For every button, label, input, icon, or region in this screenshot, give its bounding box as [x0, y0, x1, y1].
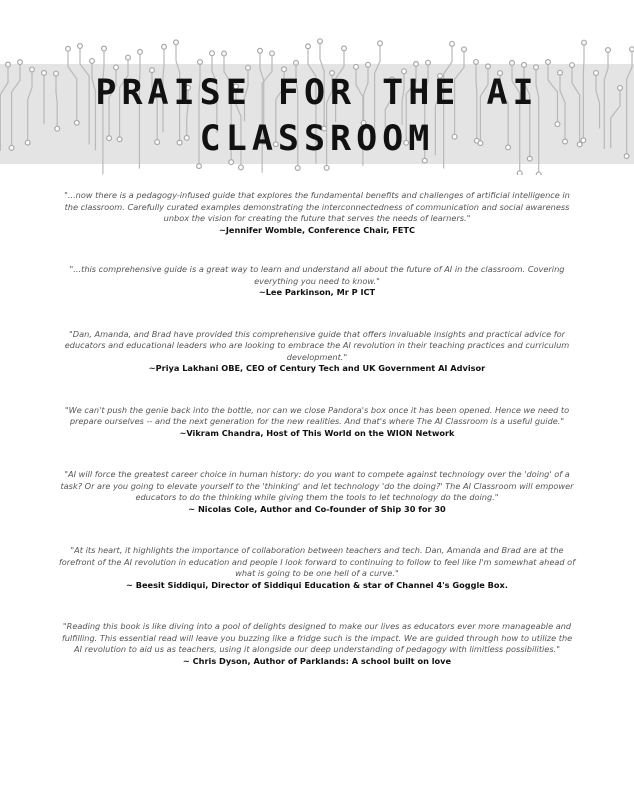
quote-text: "Dan, Amanda, and Brad have provided this comprehensive guide that offers invaluable insights and practical advice for educators and educational leaders who are looking to embrace the AI revolution in their teaching practices and curriculum development." — [64, 328, 570, 362]
circuit-node — [239, 165, 244, 170]
quote-block — [58, 469, 576, 515]
circuit-node — [258, 48, 263, 53]
circuit-node — [474, 60, 479, 65]
circuit-node — [270, 51, 275, 56]
quote-attribution: ~Jennifer Womble, Conference Chair, FETC — [219, 224, 415, 235]
circuit-node — [174, 40, 179, 45]
circuit-node — [486, 64, 491, 69]
title-line-2: CLASSROOM — [199, 119, 435, 159]
circuit-node — [630, 47, 634, 52]
circuit-node — [517, 171, 522, 175]
quote-attribution: ~Priya Lakhani OBE, CEO of Century Tech and UK Government AI Advisor — [148, 363, 486, 373]
quote-block — [58, 545, 576, 591]
circuit-node — [510, 61, 515, 66]
circuit-node — [90, 59, 95, 64]
circuit-node — [162, 44, 167, 49]
circuit-node — [450, 41, 455, 46]
quote-attribution: ~Lee Parkinson, Mr P ICT — [258, 287, 376, 297]
page-title — [0, 70, 634, 162]
quote-block — [58, 329, 576, 375]
circuit-node — [522, 62, 527, 67]
quote-text: "...this comprehensive guide is a great way to learn and understand all about the future of AI in the classroom. Covering everything you need to know." — [69, 264, 565, 286]
circuit-node — [366, 62, 371, 67]
circuit-node — [295, 166, 300, 171]
circuit-node — [210, 51, 215, 56]
circuit-node — [318, 39, 323, 44]
circuit-node — [18, 60, 23, 65]
quote-block — [58, 264, 576, 299]
circuit-node — [294, 60, 299, 65]
circuit-node — [324, 165, 329, 170]
circuit-node — [534, 65, 539, 70]
circuit-node — [198, 60, 203, 65]
circuit-node — [306, 44, 311, 49]
circuit-banner — [0, 0, 634, 175]
circuit-node — [342, 46, 347, 51]
circuit-node — [197, 164, 202, 169]
quote-block — [58, 190, 576, 236]
circuit-node — [126, 55, 131, 60]
quote-attribution: ~ Chris Dyson, Author of Parklands: A school built on love — [182, 655, 452, 666]
quote-block — [58, 405, 576, 440]
circuit-node — [78, 44, 83, 49]
quote-attribution: ~ Nicolas Cole, Author and Co-founder of Ship 30 for 30 — [188, 503, 446, 514]
circuit-node — [6, 62, 11, 67]
circuit-node — [570, 63, 575, 68]
circuit-node — [546, 60, 551, 65]
circuit-node — [378, 41, 383, 46]
quote-attribution: ~Vikram Chandra, Host of This World on the WION Network — [179, 427, 455, 438]
circuit-node — [138, 50, 143, 55]
quote-block — [58, 621, 576, 667]
circuit-node — [582, 40, 587, 45]
quote-text: "...now there is a pedagogy-infused guide that explores the fundamental benefits and challenges of artificial intelligence in the classroom. Carefully curated examples demonstrating the interconnectedness of communication and social awareness unbox the vision for creating the future that serves the needs of learners." — [64, 190, 570, 223]
circuit-node — [606, 48, 611, 53]
quote-text: "At its heart, it highlights the importance of collaboration between teachers and tech. Dan, Amanda and Brad are at the forefront of the AI revolution in education and people I look forward to continuing to follow to feel like I'm somewhat ahead of what is going to be one hell of a curve." — [58, 545, 576, 578]
title-line-1: PRAISE FOR THE AI — [95, 73, 539, 113]
circuit-node — [354, 64, 359, 69]
circuit-node — [222, 51, 227, 56]
quote-text: "We can't push the genie back into the bottle, nor can we close Pandora's box once it has been opened. Hence we need to prepare ourselves -- and the next generation for the new realities. And that's where The AI Classroom is a useful guide." — [64, 404, 570, 426]
quotes-list — [58, 190, 576, 667]
quote-text: "AI will force the greatest career choice in human history: do you want to compete against technology over the 'doing' of a task? Or are you going to elevate yourself to the 'thinking' and let technology 'do the doing?' The AI Classroom will empower educators to do the thinking while giving them the tools to let technology do the doing." — [60, 469, 574, 502]
circuit-node — [536, 172, 541, 175]
circuit-node — [462, 47, 467, 52]
quote-attribution: ~ Beesit Siddiqui, Director of Siddiqui Education & star of Channel 4's Goggle Box. — [126, 579, 508, 590]
circuit-node — [414, 62, 419, 67]
quote-text: "Reading this book is like diving into a pool of delights designed to make our lives as educators ever more manageable and fulfilling. This essential read will leave you buzzing like a fridge such is the impact. We are guided through how to utilize the AI revolution to aid us as teachers, using it alongside our deep understanding of pedagogy with limitless possibilities." — [61, 621, 573, 654]
circuit-node — [426, 60, 431, 65]
circuit-node — [102, 46, 107, 51]
circuit-node — [66, 46, 71, 51]
